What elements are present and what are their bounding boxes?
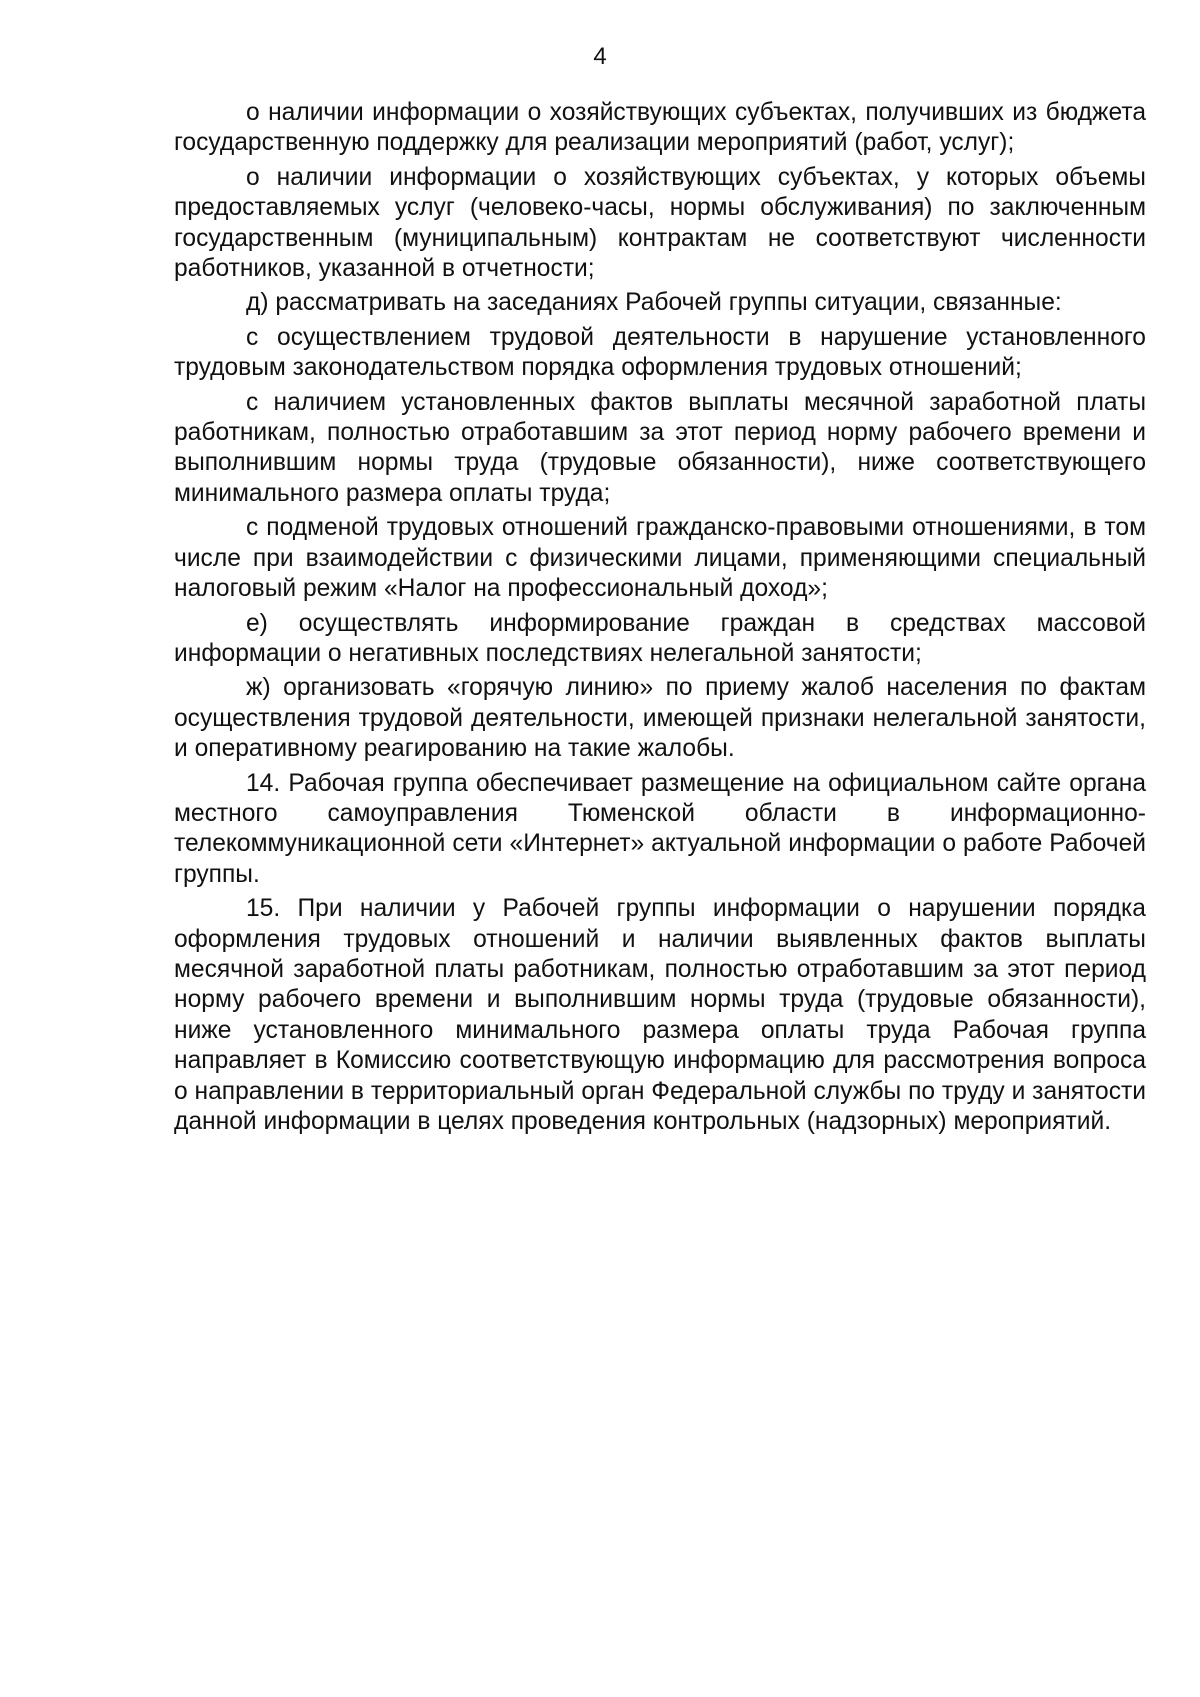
paragraph-civil-contracts: с подменой трудовых отношений гражданско-правовыми отношениями, в том числе при взаимодействии с физическими лицами, применяющими специальный налоговый режим «Налог на профессиональный доход»;	[174, 514, 1146, 603]
paragraph-min-wage: с наличием установленных фактов выплаты месячной заработной платы работникам, полностью отработавшим за этот период норму рабочего времени и выполнившим нормы труда (трудовые обязанности), ниже соответствующего минимального размера оплаты труда;	[174, 388, 1146, 507]
page-number: 4	[593, 43, 607, 70]
document-body	[174, 98, 1146, 1141]
paragraph-item-zh: ж) организовать «горячую линию» по приему жалоб населения по фактам осуществления трудовой деятельности, имеющей признаки нелегальной занятости, и оперативному реагированию на такие жалобы.	[174, 674, 1146, 763]
paragraph-services-volume-info: о наличии информации о хозяйствующих субъектах, у которых объемы предоставляемых услуг (человеко-часы, нормы обслуживания) по заключенным государственным (муниципальным) контрактам не соответствуют численности работников, указанной в отчетности;	[174, 163, 1146, 283]
paragraph-item-e: е) осуществлять информирование граждан в средствах массовой информации о негативных последствиях нелегальной занятости;	[174, 609, 1146, 667]
paragraph-14: 14. Рабочая группа обеспечивает размещение на официальном сайте органа местного самоуправления Тюменской области в информационно-телекоммуникационной сети «Интернет» актуальной информации о работе Рабочей группы.	[174, 769, 1146, 888]
paragraph-item-d: д) рассматривать на заседаниях Рабочей группы ситуации, связанные:	[246, 289, 1062, 317]
paragraph-15: 15. При наличии у Рабочей группы информации о нарушении порядка оформления трудовых отношений и наличии выявленных фактов выплаты месячной заработной платы работникам, полностью отработавшим за этот период норму рабочего времени и выполнившим нормы труда (трудовые обязанности), ниже установленного минимального размера оплаты труда Рабочая группа направляет в Комиссию соответствующую информацию для рассмотрения вопроса о направлении в территориальный орган Федеральной службы по труду и занятости данной информации в целях проведения контрольных (надзорных) мероприятий.	[174, 895, 1146, 1135]
paragraph-labor-violation: с осуществлением трудовой деятельности в нарушение установленного трудовым законодательством порядка оформления трудовых отношений;	[174, 323, 1146, 382]
paragraph-state-support-info: о наличии информации о хозяйствующих субъектах, получивших из бюджета государственную поддержку для реализации мероприятий (работ, услуг);	[174, 99, 1146, 157]
